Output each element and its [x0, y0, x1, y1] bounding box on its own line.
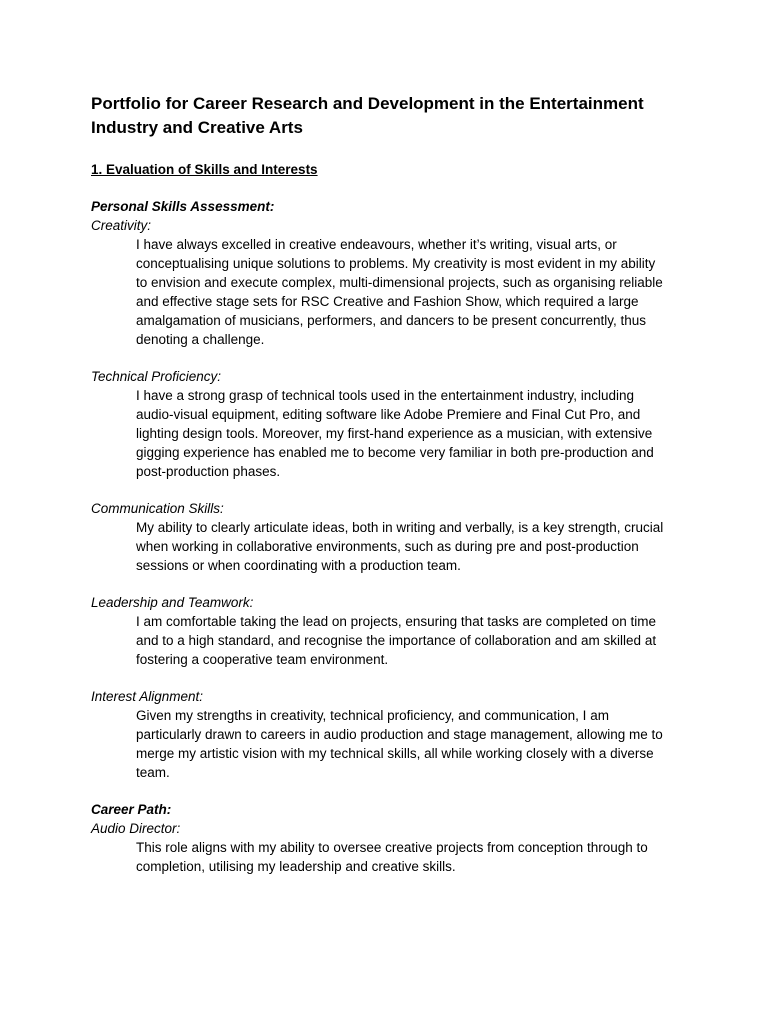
- skill-label: Interest Alignment:: [91, 689, 204, 704]
- text-line: and effective stage sets for RSC Creative and Fashion Show, which required a large: [136, 294, 639, 309]
- career-item-audio-director: [91, 819, 691, 876]
- text-line: I have always excelled in creative endeavours, whether it’s writing, visual arts, or: [136, 237, 617, 252]
- skill-description: [136, 612, 681, 669]
- skill-item-interest-alignment: [91, 687, 691, 782]
- document-title-line: Industry and Creative Arts: [91, 118, 303, 137]
- skill-item-leadership: [91, 593, 691, 669]
- text-line: My ability to clearly articulate ideas, both in writing and verbally, is a key strength, crucial: [136, 520, 664, 535]
- document-title-line: Portfolio for Career Research and Development in the Entertainment: [91, 94, 644, 113]
- text-line: when working in collaborative environments, such as during pre and post-production: [136, 539, 639, 554]
- skill-description: [136, 518, 681, 575]
- career-description: [136, 838, 681, 876]
- skill-description: [136, 706, 681, 782]
- skill-item-creativity: [91, 216, 691, 349]
- career-label: Audio Director:: [91, 821, 181, 836]
- text-line: team.: [136, 765, 170, 780]
- career-path-heading: Career Path:: [91, 802, 172, 817]
- text-line: I have a strong grasp of technical tools used in the entertainment industry, including: [136, 388, 635, 403]
- text-line: conceptualising unique solutions to problems. My creativity is most evident in my ability: [136, 256, 656, 271]
- text-line: particularly drawn to careers in audio production and stage management, allowing me to: [136, 727, 663, 742]
- text-line: completion, utilising my leadership and creative skills.: [136, 859, 456, 874]
- text-line: lighting design tools. Moreover, my first-hand experience as a musician, with extensive: [136, 426, 653, 441]
- text-line: sessions or when coordinating with a production team.: [136, 558, 461, 573]
- section-heading: 1. Evaluation of Skills and Interests: [91, 162, 318, 177]
- skill-item-technical-proficiency: [91, 367, 691, 481]
- personal-skills-heading: Personal Skills Assessment:: [91, 199, 275, 214]
- text-line: amalgamation of musicians, performers, and dancers to be present concurrently, thus: [136, 313, 647, 328]
- skill-label: Leadership and Teamwork:: [91, 595, 254, 610]
- text-line: and to a high standard, and recognise the importance of collaboration and am skilled at: [136, 633, 657, 648]
- text-line: I am comfortable taking the lead on projects, ensuring that tasks are completed on time: [136, 614, 657, 629]
- document-page: [91, 92, 691, 876]
- career-path-list: [91, 819, 691, 876]
- document-title: [91, 92, 691, 140]
- skill-item-communication: [91, 499, 691, 575]
- skill-description: [136, 235, 681, 349]
- text-line: fostering a cooperative team environment.: [136, 652, 389, 667]
- text-line: audio-visual equipment, editing software like Adobe Premiere and Final Cut Pro, and: [136, 407, 641, 422]
- text-line: This role aligns with my ability to oversee creative projects from conception through to: [136, 840, 648, 855]
- text-line: to envision and execute complex, multi-dimensional projects, such as organising reliable: [136, 275, 663, 290]
- personal-skills-list: [91, 216, 691, 782]
- skill-description: [136, 386, 681, 481]
- skill-label: Communication Skills:: [91, 501, 224, 516]
- text-line: post-production phases.: [136, 464, 281, 479]
- text-line: denoting a challenge.: [136, 332, 265, 347]
- skill-label: Creativity:: [91, 218, 152, 233]
- text-line: merge my artistic vision with my technical skills, all while working closely with a diverse: [136, 746, 654, 761]
- text-line: Given my strengths in creativity, technical proficiency, and communication, I am: [136, 708, 609, 723]
- text-line: gigging experience has enabled me to become very familiar in both pre-production and: [136, 445, 654, 460]
- skill-label: Technical Proficiency:: [91, 369, 222, 384]
